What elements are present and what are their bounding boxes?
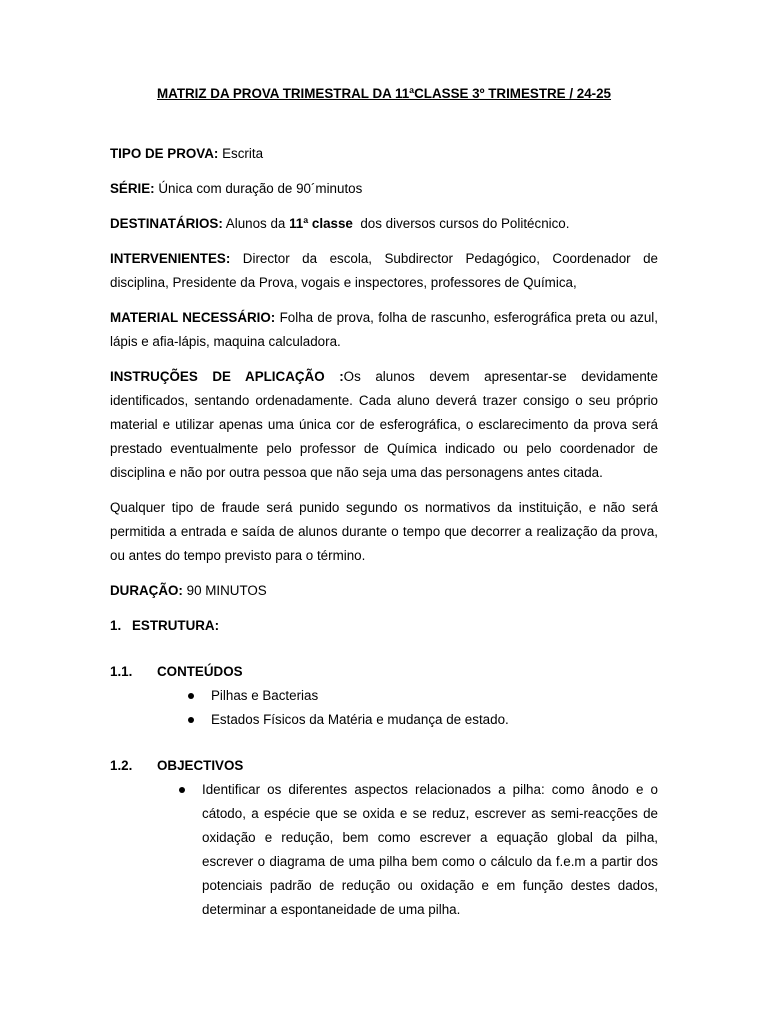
section-conteudos bbox=[110, 660, 658, 684]
section-objectivos bbox=[110, 754, 658, 778]
list-item: Identificar os diferentes aspectos relacionados a pilha: como ânodo e o cátodo, a espécie que se oxida e se reduz, escrever as semi-reacções de oxidação e redução, bem como escrever a equação global da pilha, escrever o diagrama de uma pilha bem como o cálculo da f.e.m a partir dos potenciais padrão de redução ou oxidação e em função destes dados, determinar a espontaneidade de uma pilha. bbox=[110, 778, 658, 922]
material-label: MATERIAL NECESSÁRIO: bbox=[110, 310, 276, 325]
serie-value: Única com duração de 90´minutos bbox=[154, 181, 363, 196]
fraude-paragraph: Qualquer tipo de fraude será punido segundo os normativos da instituição, e não será permitida a entrada e saída de alunos durante o tempo que decorrer a realização da prova, ou antes do tempo previsto para o término. bbox=[110, 500, 658, 563]
duracao-label: DURAÇÃO: bbox=[110, 583, 183, 598]
material-value: Folha de prova, folha de rascunho, esferográfica preta ou azul, lápis e afia-lápis, maquina calculadora. bbox=[110, 310, 658, 349]
destinatarios bbox=[110, 212, 658, 236]
document-body bbox=[110, 142, 658, 922]
conteudos-num: 1.1. bbox=[110, 664, 133, 679]
destinatarios-bold: 11ª classe bbox=[289, 216, 353, 231]
duracao-value: 90 MINUTOS bbox=[182, 583, 267, 598]
tipo-de-prova bbox=[110, 142, 658, 166]
objectivos-list bbox=[110, 778, 658, 922]
estrutura-label: ESTRUTURA: bbox=[132, 618, 220, 633]
duracao bbox=[110, 579, 658, 603]
objectivos-label: OBJECTIVOS bbox=[157, 758, 244, 773]
material-necessario bbox=[110, 306, 658, 354]
intervenientes-label: INTERVENIENTES: bbox=[110, 251, 231, 266]
conteudos-label: CONTEÚDOS bbox=[157, 664, 243, 679]
instrucoes-label: INSTRUÇÕES DE APLICAÇÃO : bbox=[110, 369, 344, 384]
instrucoes-de-aplicacao bbox=[110, 365, 658, 485]
objectivos-num: 1.2. bbox=[110, 758, 133, 773]
intervenientes bbox=[110, 247, 658, 295]
list-item: Estados Físicos da Matéria e mudança de estado. bbox=[110, 708, 658, 732]
document-title: MATRIZ DA PROVA TRIMESTRAL DA 11ªCLASSE 3º TRIMESTRE / 24-25 bbox=[156, 86, 612, 101]
intervenientes-value: Director da escola, Subdirector Pedagógico, Coordenador de disciplina, Presidente da Prova, vogais e inspectores, professores de Química, bbox=[110, 251, 658, 290]
conteudos-list bbox=[110, 684, 658, 732]
tipo-value: Escrita bbox=[218, 146, 264, 161]
instrucoes-value: Os alunos devem apresentar-se devidamente identificados, sentando ordenadamente. Cada aluno deverá trazer consigo o seu próprio material e utilizar apenas uma única cor de esferográfica, o esclarecimento da prova será prestado eventualmente pelo professor de Química indicado ou pelo coordenador de disciplina e não por outra pessoa que não seja uma das personagens antes citada. bbox=[110, 369, 658, 480]
serie-label: SÉRIE: bbox=[110, 181, 155, 196]
section-estrutura bbox=[110, 614, 658, 638]
estrutura-num: 1. bbox=[110, 618, 122, 633]
destinatarios-pre: Alunos da bbox=[222, 216, 290, 231]
list-item: Pilhas e Bacterias bbox=[110, 684, 658, 708]
destinatarios-post: dos diversos cursos do Politécnico. bbox=[352, 216, 570, 231]
serie bbox=[110, 177, 658, 201]
tipo-label: TIPO DE PROVA: bbox=[110, 146, 219, 161]
destinatarios-label: DESTINATÁRIOS: bbox=[110, 216, 223, 231]
